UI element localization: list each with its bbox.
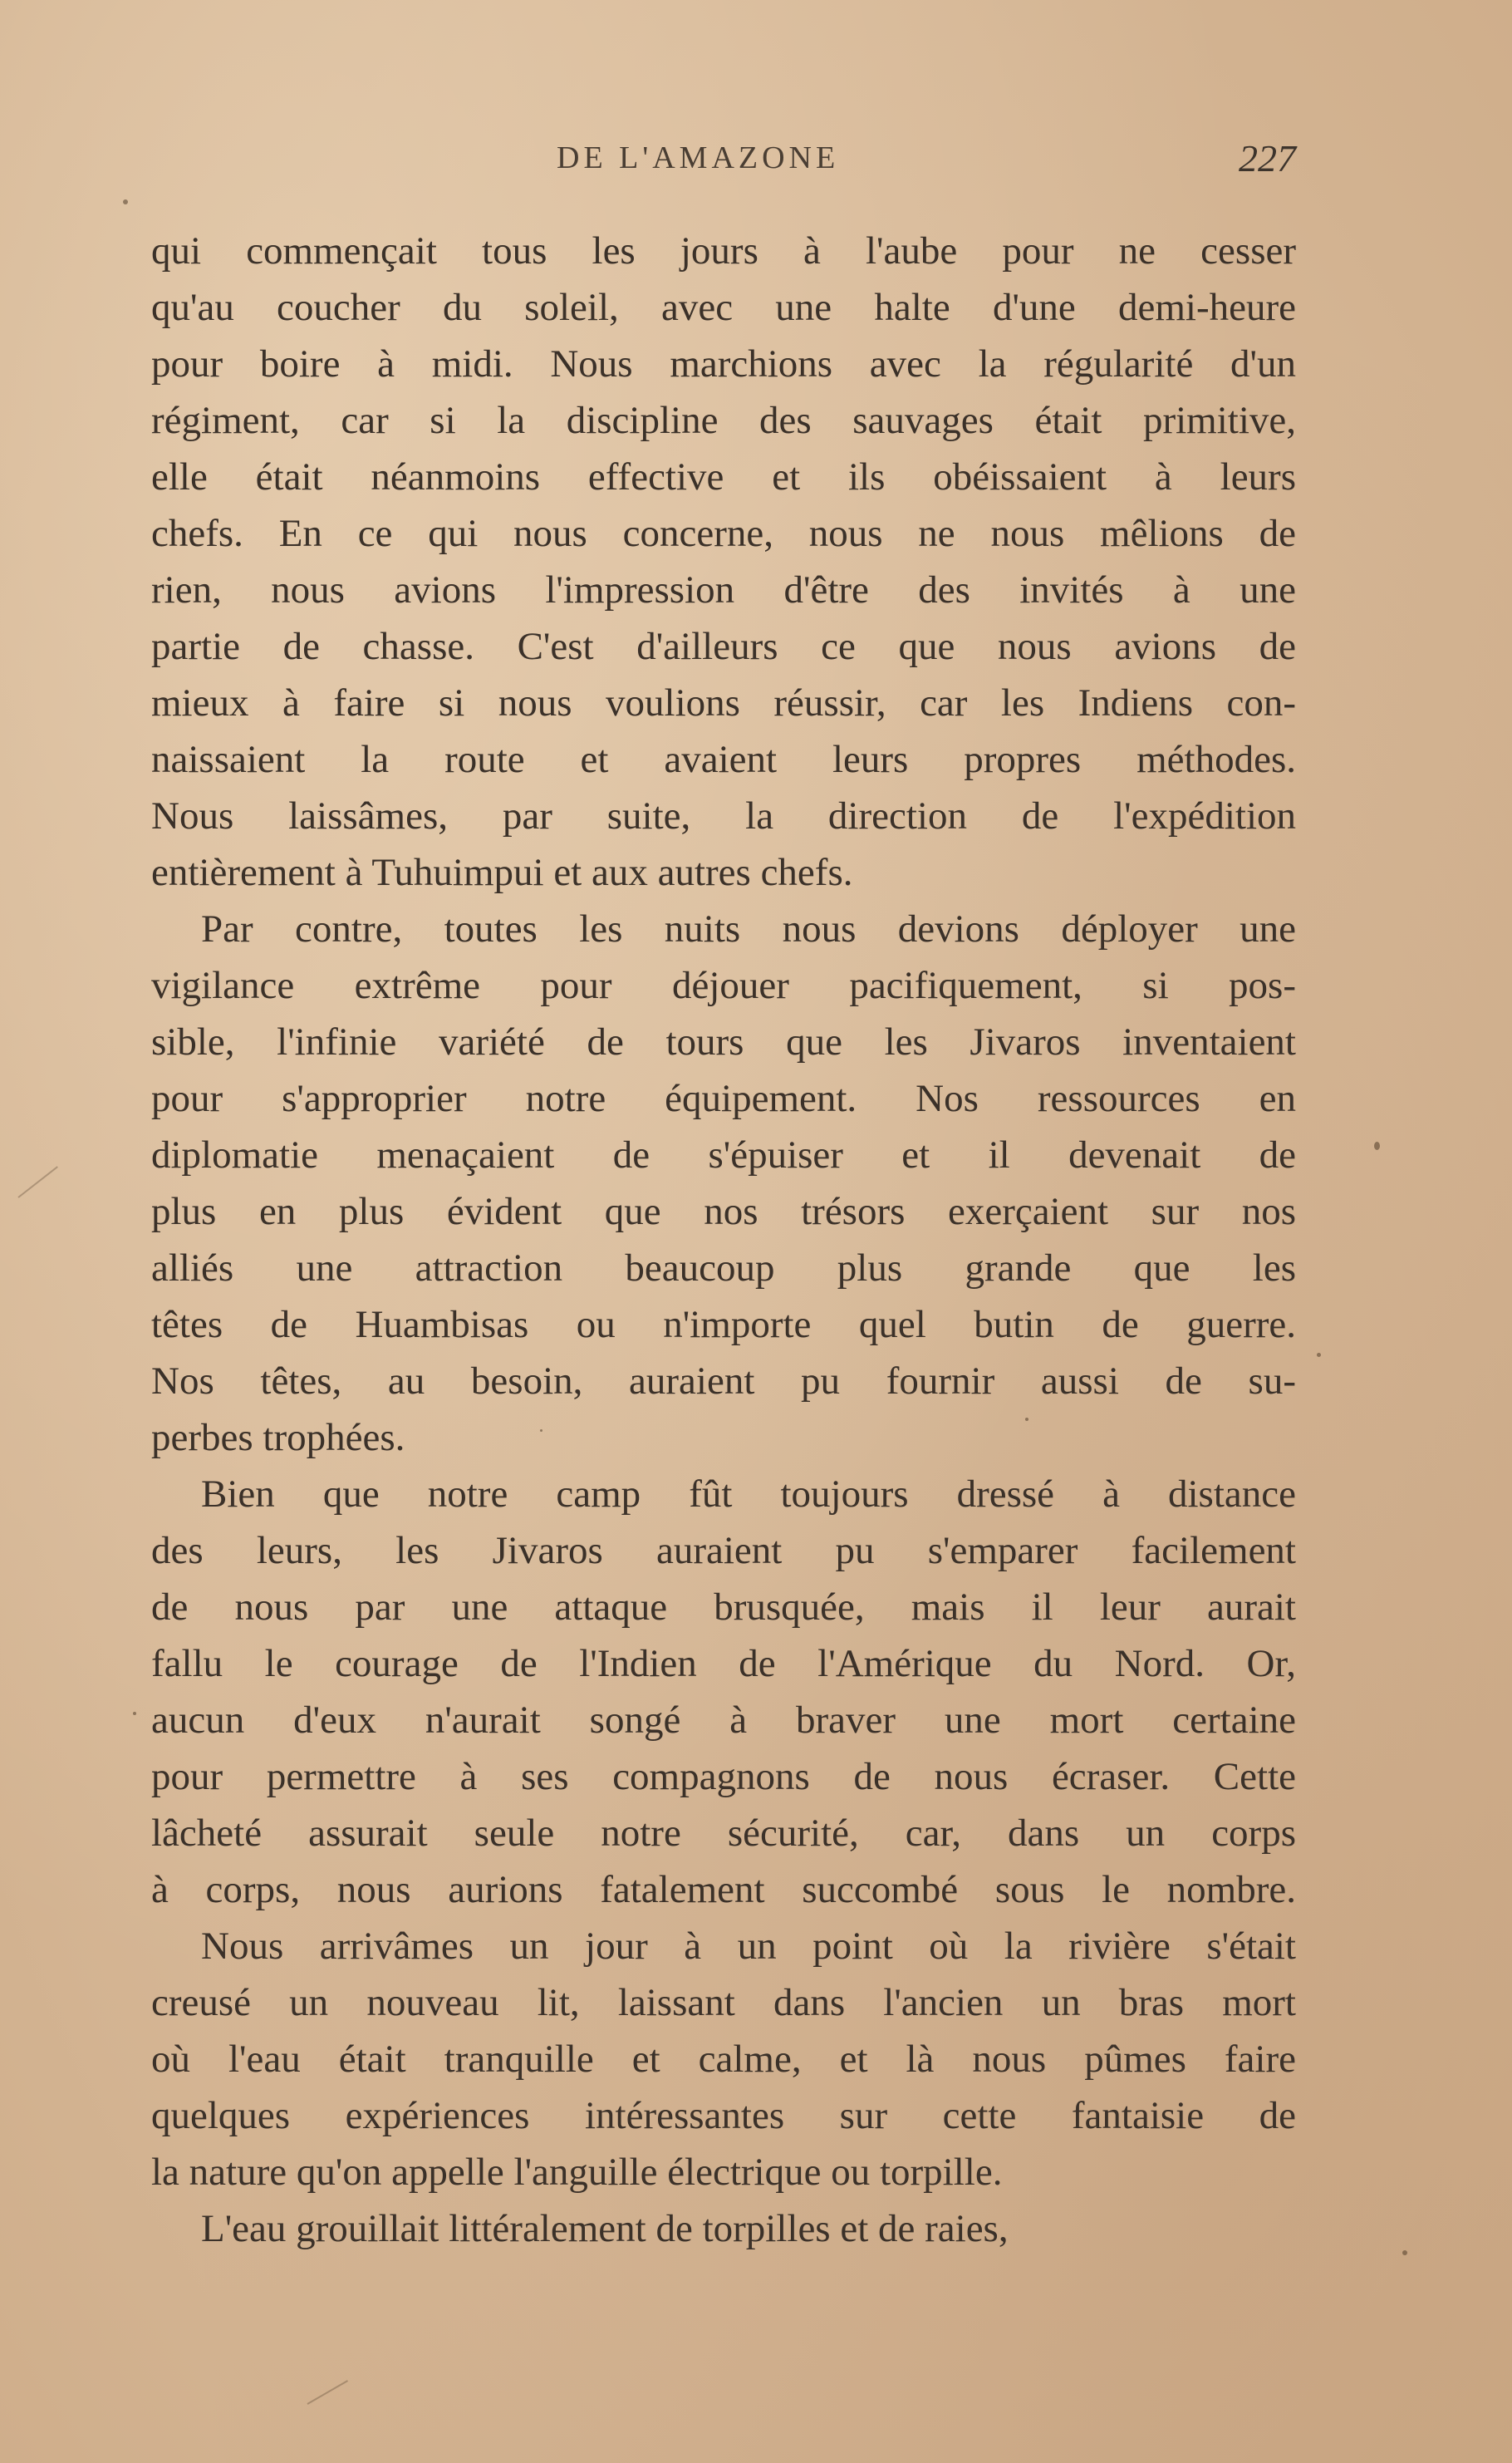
paragraph-start-line: Par contre, toutes les nuits nous devions déployer une — [201, 907, 1296, 951]
text-line: diplomatie menaçaient de s'épuiser et il devenait de — [151, 1133, 1296, 1177]
text-line: la nature qu'on appelle l'anguille électrique ou torpille. — [151, 2151, 1003, 2194]
body-text — [151, 223, 1296, 2257]
text-line: quelques expériences intéressantes sur cette fantaisie de — [151, 2094, 1296, 2137]
paper-scratch — [307, 2380, 348, 2405]
running-title: DE L'AMAZONE — [557, 140, 840, 175]
text-line: vigilance extrême pour déjouer pacifiquement, si pos- — [151, 964, 1296, 1007]
text-line: Nos têtes, au besoin, auraient pu fournir aussi de su- — [151, 1359, 1296, 1403]
text-line: qui commençait tous les jours à l'aube pour ne cesser — [151, 229, 1296, 273]
text-line: perbes trophées. — [151, 1416, 405, 1459]
paper-speck — [540, 1429, 542, 1432]
text-line: entièrement à Tuhuimpui et aux autres chefs. — [151, 851, 853, 894]
text-line: pour permettre à ses compagnons de nous écraser. Cette — [151, 1755, 1296, 1798]
paragraph-start-line: Bien que notre camp fût toujours dressé à distance — [201, 1472, 1296, 1516]
paper-speck — [133, 1712, 136, 1715]
paper-speck — [1317, 1353, 1321, 1357]
text-line: où l'eau était tranquille et calme, et là nous pûmes faire — [151, 2038, 1296, 2081]
text-line: à corps, nous aurions fatalement succombé sous le nombre. — [151, 1868, 1296, 1911]
text-line: têtes de Huambisas ou n'importe quel butin de guerre. — [151, 1303, 1296, 1346]
text-line: naissaient la route et avaient leurs propres méthodes. — [151, 738, 1296, 781]
text-line: chefs. En ce qui nous concerne, nous ne nous mêlions de — [151, 512, 1296, 555]
text-line: Nous laissâmes, par suite, la direction de l'expédition — [151, 794, 1296, 838]
paper-speck — [1374, 1142, 1380, 1150]
text-line: partie de chasse. C'est d'ailleurs ce que nous avions de — [151, 625, 1296, 668]
page-number: 227 — [1239, 137, 1296, 179]
paper-scratch — [17, 1166, 58, 1198]
paper-speck — [1402, 2250, 1407, 2255]
text-line: qu'au coucher du soleil, avec une halte d'une demi-heure — [151, 286, 1296, 329]
text-line: aucun d'eux n'aurait songé à braver une mort certaine — [151, 1699, 1296, 1742]
text-line: mieux à faire si nous voulions réussir, car les Indiens con- — [151, 681, 1296, 725]
running-head — [150, 137, 1296, 189]
paragraph-start-line: L'eau grouillait littéralement de torpilles et de raies, — [201, 2207, 1009, 2250]
text-line: fallu le courage de l'Indien de l'Amérique du Nord. Or, — [151, 1642, 1296, 1685]
text-line: elle était néanmoins effective et ils obéissaient à leurs — [151, 455, 1296, 499]
text-line: lâcheté assurait seule notre sécurité, car, dans un corps — [151, 1812, 1296, 1855]
text-line: pour boire à midi. Nous marchions avec la régularité d'un — [151, 342, 1296, 386]
text-line: plus en plus évident que nos trésors exerçaient sur nos — [151, 1190, 1296, 1233]
text-line: régiment, car si la discipline des sauvages était primitive, — [151, 399, 1296, 442]
text-line: sible, l'infinie variété de tours que les Jivaros inventaient — [151, 1020, 1296, 1064]
text-line: pour s'approprier notre équipement. Nos ressources en — [151, 1077, 1296, 1120]
text-line: alliés une attraction beaucoup plus grande que les — [151, 1246, 1296, 1290]
paper-speck — [123, 199, 128, 204]
text-line: creusé un nouveau lit, laissant dans l'ancien un bras mort — [151, 1981, 1296, 2024]
text-line: de nous par une attaque brusquée, mais il leur aurait — [151, 1585, 1296, 1629]
text-line: rien, nous avions l'impression d'être des invités à une — [151, 568, 1296, 612]
paragraph-start-line: Nous arrivâmes un jour à un point où la rivière s'était — [201, 1925, 1296, 1968]
text-line: des leurs, les Jivaros auraient pu s'emparer facilement — [151, 1529, 1296, 1572]
paper-speck — [1025, 1418, 1028, 1421]
